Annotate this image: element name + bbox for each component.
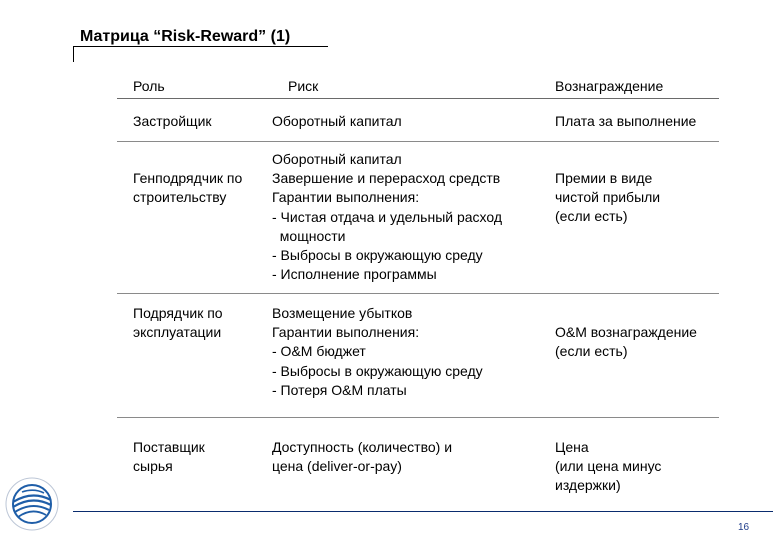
company-logo-icon [4,476,60,532]
header-role: Роль [133,78,165,94]
row-1-reward: Плата за выполнение [555,113,697,129]
row-1-role: Застройщик [133,113,212,129]
row-3-role: Подрядчик по эксплуатации [133,305,223,341]
row-1-risk: Оборотный капитал [272,113,402,129]
row-4-risk: Доступность (количество) и цена (deliver-or-pay) [272,439,453,475]
title-bracket [73,46,74,62]
row-4-reward: Цена (или цена минус издержки) [555,439,662,494]
row-2-risk: Оборотный капитал Завершение и перерасход средств Гарантии выполнения: - Чистая отдача и удельный расход мощности - Выбросы в окружающую среду - Исполнение программы [272,151,503,283]
row-3-risk: Возмещение убытков Гарантии выполнения: - O&M бюджет - Выбросы в окружающую среду - Потеря O&M платы [272,305,483,398]
row-2-separator [117,293,719,294]
row-3-separator [117,417,719,418]
header-separator [117,98,719,99]
footer-line [73,511,773,512]
row-2-reward: Премии в виде чистой прибыли (если есть) [555,170,661,225]
row-4-role: Поставщик сырья [133,439,205,475]
page-number: 16 [738,522,750,533]
header-reward: Вознаграждение [555,78,664,94]
row-2-role: Генподрядчик по строительству [133,170,243,206]
row-1-separator [117,141,719,142]
row-3-reward: O&M вознаграждение (если есть) [555,324,697,360]
header-risk: Риск [288,78,319,94]
title-underline [73,46,328,47]
slide-title: Матрица “Risk-Reward” (1) [80,28,291,45]
